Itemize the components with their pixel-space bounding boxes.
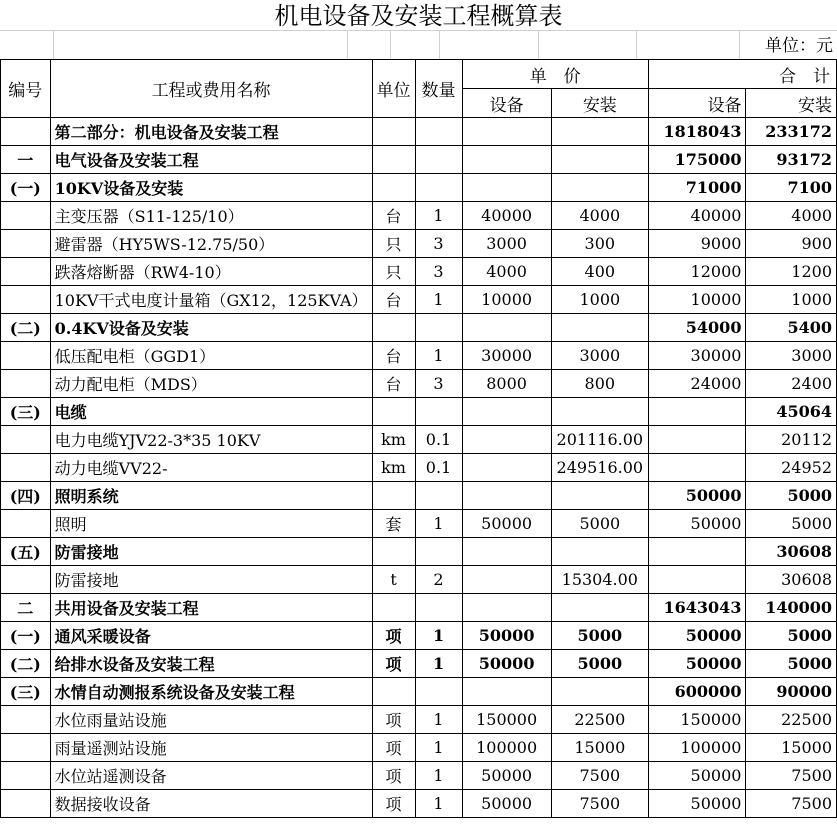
cell-unit[interactable] bbox=[372, 146, 415, 174]
cell-name[interactable]: 10KV干式电度计量箱（GX12，125KVA） bbox=[50, 286, 372, 314]
cell-name[interactable]: 照明系统 bbox=[50, 482, 372, 510]
cell-total-equipment[interactable]: 54000 bbox=[648, 314, 746, 342]
cell-price-equipment[interactable]: 50000 bbox=[462, 510, 551, 538]
cell-name[interactable]: 水情自动测报系统设备及安装工程 bbox=[50, 678, 372, 706]
cell-unit[interactable]: km bbox=[372, 426, 415, 454]
cell-price-equipment[interactable]: 50000 bbox=[462, 650, 551, 678]
cell-name[interactable]: 0.4KV设备及安装 bbox=[50, 314, 372, 342]
cell-price-install[interactable]: 1000 bbox=[551, 286, 648, 314]
cell-total-equipment[interactable]: 1643043 bbox=[648, 594, 746, 622]
cell-price-install[interactable]: 22500 bbox=[551, 706, 648, 734]
cell-price-install[interactable]: 3000 bbox=[551, 342, 648, 370]
cell-no[interactable] bbox=[1, 790, 51, 818]
cell-name[interactable]: 电缆 bbox=[50, 398, 372, 426]
cell-total-install[interactable]: 4000 bbox=[746, 202, 837, 230]
cell-no[interactable] bbox=[1, 706, 51, 734]
table-row bbox=[1, 146, 837, 174]
header-total-install: 安装 bbox=[746, 89, 837, 118]
cell-unit[interactable]: 台 bbox=[372, 370, 415, 398]
table-row bbox=[1, 510, 837, 538]
cell-total-install[interactable]: 24952 bbox=[746, 454, 837, 482]
cell-total-install[interactable]: 15000 bbox=[746, 734, 837, 762]
cell-total-install[interactable]: 2400 bbox=[746, 370, 837, 398]
cell-qty[interactable]: 1 bbox=[415, 706, 462, 734]
cell-price-equipment[interactable] bbox=[462, 174, 551, 202]
cell-qty[interactable] bbox=[415, 398, 462, 426]
table-row bbox=[1, 762, 837, 790]
cell-price-equipment[interactable] bbox=[462, 398, 551, 426]
cell-unit[interactable]: 台 bbox=[372, 342, 415, 370]
cell-qty[interactable] bbox=[415, 594, 462, 622]
cell-price-equipment[interactable]: 150000 bbox=[462, 706, 551, 734]
cell-price-equipment[interactable]: 8000 bbox=[462, 370, 551, 398]
cell-total-equipment[interactable]: 50000 bbox=[648, 622, 746, 650]
cell-no[interactable]: (一) bbox=[1, 174, 51, 202]
cell-total-equipment[interactable]: 50000 bbox=[648, 510, 746, 538]
cell-total-equipment[interactable]: 9000 bbox=[648, 230, 746, 258]
cell-price-equipment[interactable] bbox=[462, 538, 551, 566]
table-row bbox=[1, 482, 837, 510]
gridline bbox=[0, 30, 837, 60]
cell-price-install[interactable] bbox=[551, 174, 648, 202]
header-no: 编号 bbox=[1, 60, 51, 118]
cell-total-install[interactable]: 5400 bbox=[746, 314, 837, 342]
cell-unit[interactable]: 项 bbox=[372, 734, 415, 762]
cell-qty[interactable]: 1 bbox=[415, 734, 462, 762]
cell-unit[interactable]: 台 bbox=[372, 286, 415, 314]
cell-qty[interactable] bbox=[415, 678, 462, 706]
cell-total-equipment[interactable]: 100000 bbox=[648, 734, 746, 762]
cell-total-equipment[interactable] bbox=[648, 566, 746, 594]
cell-unit[interactable]: 项 bbox=[372, 622, 415, 650]
cell-total-equipment[interactable]: 10000 bbox=[648, 286, 746, 314]
cell-unit[interactable] bbox=[372, 538, 415, 566]
cell-total-install[interactable]: 1000 bbox=[746, 286, 837, 314]
table-row bbox=[1, 734, 837, 762]
table-row bbox=[1, 174, 837, 202]
cell-qty[interactable]: 1 bbox=[415, 790, 462, 818]
header-unit: 单位 bbox=[372, 60, 415, 118]
cell-name[interactable]: 防雷接地 bbox=[50, 566, 372, 594]
cell-no[interactable]: 二 bbox=[1, 594, 51, 622]
cell-no[interactable] bbox=[1, 762, 51, 790]
cell-unit[interactable] bbox=[372, 678, 415, 706]
table-row bbox=[1, 650, 837, 678]
cell-total-equipment[interactable]: 12000 bbox=[648, 258, 746, 286]
cell-price-install[interactable]: 4000 bbox=[551, 202, 648, 230]
cell-price-install[interactable]: 201116.00 bbox=[551, 426, 648, 454]
cell-qty[interactable]: 0.1 bbox=[415, 454, 462, 482]
cell-price-equipment[interactable]: 50000 bbox=[462, 790, 551, 818]
cell-total-equipment[interactable]: 50000 bbox=[648, 482, 746, 510]
cell-price-equipment[interactable] bbox=[462, 146, 551, 174]
cell-total-install[interactable]: 93172 bbox=[746, 146, 837, 174]
cell-qty[interactable]: 1 bbox=[415, 650, 462, 678]
cell-price-equipment[interactable]: 50000 bbox=[462, 762, 551, 790]
cell-unit[interactable]: 套 bbox=[372, 510, 415, 538]
gridline bbox=[439, 30, 440, 59]
budget-table bbox=[0, 59, 837, 818]
cell-price-equipment[interactable]: 3000 bbox=[462, 230, 551, 258]
cell-total-install[interactable]: 45064 bbox=[746, 398, 837, 426]
cell-price-install[interactable] bbox=[551, 146, 648, 174]
cell-price-install[interactable] bbox=[551, 482, 648, 510]
cell-unit[interactable]: 项 bbox=[372, 790, 415, 818]
cell-total-install[interactable]: 5000 bbox=[746, 510, 837, 538]
cell-no[interactable] bbox=[1, 454, 51, 482]
cell-name[interactable]: 雨量遥测站设施 bbox=[50, 734, 372, 762]
cell-total-install[interactable]: 7100 bbox=[746, 174, 837, 202]
cell-unit[interactable]: km bbox=[372, 454, 415, 482]
cell-name[interactable]: 防雷接地 bbox=[50, 538, 372, 566]
cell-unit[interactable] bbox=[372, 398, 415, 426]
cell-name[interactable]: 给排水设备及安装工程 bbox=[50, 650, 372, 678]
cell-no[interactable] bbox=[1, 734, 51, 762]
cell-price-install[interactable] bbox=[551, 314, 648, 342]
cell-total-equipment[interactable]: 175000 bbox=[648, 146, 746, 174]
cell-name[interactable]: 水位雨量站设施 bbox=[50, 706, 372, 734]
table-row bbox=[1, 286, 837, 314]
cell-no[interactable]: (一) bbox=[1, 622, 51, 650]
cell-price-install[interactable]: 15000 bbox=[551, 734, 648, 762]
cell-price-install[interactable] bbox=[551, 678, 648, 706]
header-price-install: 安装 bbox=[551, 89, 648, 118]
cell-price-install[interactable] bbox=[551, 538, 648, 566]
cell-qty[interactable]: 1 bbox=[415, 510, 462, 538]
header-name: 工程或费用名称 bbox=[50, 60, 372, 118]
cell-price-install[interactable] bbox=[551, 398, 648, 426]
gridline bbox=[390, 30, 391, 59]
table-row bbox=[1, 594, 837, 622]
cell-unit[interactable]: 台 bbox=[372, 202, 415, 230]
cell-unit[interactable] bbox=[372, 174, 415, 202]
cell-total-equipment[interactable]: 71000 bbox=[648, 174, 746, 202]
cell-total-equipment[interactable]: 24000 bbox=[648, 370, 746, 398]
cell-qty[interactable]: 1 bbox=[415, 762, 462, 790]
cell-unit[interactable]: t bbox=[372, 566, 415, 594]
cell-total-equipment[interactable] bbox=[648, 426, 746, 454]
cell-price-equipment[interactable]: 50000 bbox=[462, 622, 551, 650]
header-unit-price: 单 价 bbox=[462, 60, 648, 89]
table-row bbox=[1, 202, 837, 230]
cell-name[interactable]: 跌落熔断器（RW4-10） bbox=[50, 258, 372, 286]
cell-name[interactable]: 通风采暖设备 bbox=[50, 622, 372, 650]
cell-price-install[interactable] bbox=[551, 594, 648, 622]
cell-no[interactable] bbox=[1, 230, 51, 258]
cell-unit[interactable] bbox=[372, 118, 415, 146]
cell-total-install[interactable]: 5000 bbox=[746, 482, 837, 510]
gridline bbox=[636, 30, 637, 59]
cell-total-equipment[interactable]: 50000 bbox=[648, 762, 746, 790]
cell-unit[interactable]: 项 bbox=[372, 650, 415, 678]
table-row bbox=[1, 454, 837, 482]
gridline bbox=[739, 30, 740, 59]
cell-price-install[interactable]: 249516.00 bbox=[551, 454, 648, 482]
header-qty: 数量 bbox=[415, 60, 462, 118]
cell-total-install[interactable]: 30608 bbox=[746, 538, 837, 566]
cell-no[interactable] bbox=[1, 258, 51, 286]
cell-total-install[interactable]: 1200 bbox=[746, 258, 837, 286]
cell-qty[interactable]: 1 bbox=[415, 622, 462, 650]
cell-no[interactable] bbox=[1, 426, 51, 454]
cell-no[interactable]: (二) bbox=[1, 314, 51, 342]
cell-total-equipment[interactable]: 30000 bbox=[648, 342, 746, 370]
cell-unit[interactable]: 项 bbox=[372, 762, 415, 790]
cell-unit[interactable]: 只 bbox=[372, 230, 415, 258]
cell-name[interactable]: 电力电缆YJV22-3*35 10KV bbox=[50, 426, 372, 454]
cell-no[interactable]: (三) bbox=[1, 398, 51, 426]
cell-price-install[interactable]: 400 bbox=[551, 258, 648, 286]
cell-price-equipment[interactable] bbox=[462, 314, 551, 342]
cell-qty[interactable]: 1 bbox=[415, 286, 462, 314]
cell-name[interactable]: 低压配电柜（GGD1） bbox=[50, 342, 372, 370]
cell-qty[interactable] bbox=[415, 538, 462, 566]
cell-price-install[interactable]: 7500 bbox=[551, 762, 648, 790]
cell-total-equipment[interactable]: 50000 bbox=[648, 650, 746, 678]
cell-name[interactable]: 第二部分：机电设备及安装工程 bbox=[50, 118, 372, 146]
cell-no[interactable] bbox=[1, 342, 51, 370]
cell-no[interactable] bbox=[1, 370, 51, 398]
header-total-equipment: 设备 bbox=[648, 89, 746, 118]
cell-price-install[interactable]: 5000 bbox=[551, 650, 648, 678]
table-row bbox=[1, 538, 837, 566]
cell-price-equipment[interactable]: 10000 bbox=[462, 286, 551, 314]
cell-total-install[interactable]: 20112 bbox=[746, 426, 837, 454]
cell-price-equipment[interactable]: 40000 bbox=[462, 202, 551, 230]
cell-total-equipment[interactable] bbox=[648, 454, 746, 482]
header-total: 合 计 bbox=[648, 60, 836, 89]
table-row bbox=[1, 790, 837, 818]
cell-qty[interactable]: 3 bbox=[415, 230, 462, 258]
header-price-equipment: 设备 bbox=[462, 89, 551, 118]
sheet-title: 机电设备及安装工程概算表 bbox=[274, 2, 563, 30]
cell-qty[interactable]: 3 bbox=[415, 258, 462, 286]
table-row bbox=[1, 398, 837, 426]
cell-price-equipment[interactable] bbox=[462, 594, 551, 622]
table-row bbox=[1, 258, 837, 286]
cell-qty[interactable]: 0.1 bbox=[415, 426, 462, 454]
cell-qty[interactable]: 3 bbox=[415, 370, 462, 398]
cell-total-install[interactable]: 5000 bbox=[746, 650, 837, 678]
cell-name[interactable]: 照明 bbox=[50, 510, 372, 538]
cell-name[interactable]: 数据接收设备 bbox=[50, 790, 372, 818]
cell-no[interactable] bbox=[1, 510, 51, 538]
cell-total-equipment[interactable]: 150000 bbox=[648, 706, 746, 734]
cell-price-equipment[interactable] bbox=[462, 426, 551, 454]
table-row bbox=[1, 678, 837, 706]
cell-total-install[interactable]: 7500 bbox=[746, 790, 837, 818]
currency-unit-label: 单位：元 bbox=[765, 36, 833, 56]
cell-qty[interactable] bbox=[415, 118, 462, 146]
table-row bbox=[1, 566, 837, 594]
cell-price-equipment[interactable]: 30000 bbox=[462, 342, 551, 370]
cell-unit[interactable] bbox=[372, 314, 415, 342]
table-row bbox=[1, 426, 837, 454]
cell-total-equipment[interactable]: 40000 bbox=[648, 202, 746, 230]
cell-unit[interactable] bbox=[372, 594, 415, 622]
cell-no[interactable]: (四) bbox=[1, 482, 51, 510]
cell-qty[interactable]: 1 bbox=[415, 202, 462, 230]
table-row bbox=[1, 118, 837, 146]
cell-price-install[interactable]: 300 bbox=[551, 230, 648, 258]
cell-no[interactable]: (三) bbox=[1, 678, 51, 706]
cell-total-install[interactable]: 30608 bbox=[746, 566, 837, 594]
cell-no[interactable]: (二) bbox=[1, 650, 51, 678]
cell-price-install[interactable]: 15304.00 bbox=[551, 566, 648, 594]
cell-total-equipment[interactable] bbox=[648, 398, 746, 426]
cell-total-install[interactable]: 22500 bbox=[746, 706, 837, 734]
cell-price-equipment[interactable] bbox=[462, 482, 551, 510]
cell-name[interactable]: 避雷器（HY5WS-12.75/50） bbox=[50, 230, 372, 258]
cell-price-install[interactable]: 7500 bbox=[551, 790, 648, 818]
cell-price-install[interactable] bbox=[551, 118, 648, 146]
cell-total-equipment[interactable]: 600000 bbox=[648, 678, 746, 706]
cell-total-install[interactable]: 233172 bbox=[746, 118, 837, 146]
cell-total-install[interactable]: 5000 bbox=[746, 622, 837, 650]
cell-total-equipment[interactable] bbox=[648, 538, 746, 566]
cell-total-install[interactable]: 90000 bbox=[746, 678, 837, 706]
cell-qty[interactable] bbox=[415, 146, 462, 174]
cell-qty[interactable] bbox=[415, 314, 462, 342]
cell-name[interactable]: 共用设备及安装工程 bbox=[50, 594, 372, 622]
header-row bbox=[1, 60, 837, 89]
cell-qty[interactable]: 1 bbox=[415, 342, 462, 370]
cell-price-equipment[interactable] bbox=[462, 678, 551, 706]
cell-name[interactable]: 主变压器（S11-125/10） bbox=[50, 202, 372, 230]
gridline bbox=[347, 30, 348, 59]
gridline bbox=[53, 30, 54, 59]
cell-price-install[interactable]: 5000 bbox=[551, 622, 648, 650]
table-row bbox=[1, 370, 837, 398]
cell-total-install[interactable]: 3000 bbox=[746, 342, 837, 370]
cell-price-equipment[interactable] bbox=[462, 566, 551, 594]
cell-no[interactable] bbox=[1, 202, 51, 230]
table-row bbox=[1, 314, 837, 342]
cell-name[interactable]: 动力配电柜（MDS） bbox=[50, 370, 372, 398]
gridline bbox=[538, 30, 539, 59]
cell-unit[interactable] bbox=[372, 482, 415, 510]
cell-name[interactable]: 10KV设备及安装 bbox=[50, 174, 372, 202]
cell-total-install[interactable]: 140000 bbox=[746, 594, 837, 622]
cell-total-install[interactable]: 7500 bbox=[746, 762, 837, 790]
cell-no[interactable] bbox=[1, 118, 51, 146]
table-row bbox=[1, 342, 837, 370]
cell-unit[interactable]: 只 bbox=[372, 258, 415, 286]
table-row bbox=[1, 706, 837, 734]
cell-no[interactable]: 一 bbox=[1, 146, 51, 174]
cell-total-install[interactable]: 900 bbox=[746, 230, 837, 258]
cell-qty[interactable] bbox=[415, 174, 462, 202]
cell-qty[interactable]: 2 bbox=[415, 566, 462, 594]
cell-total-equipment[interactable]: 1818043 bbox=[648, 118, 746, 146]
cell-name[interactable]: 动力电缆VV22- bbox=[50, 454, 372, 482]
cell-name[interactable]: 电气设备及安装工程 bbox=[50, 146, 372, 174]
table-row bbox=[1, 230, 837, 258]
cell-no[interactable]: (五) bbox=[1, 538, 51, 566]
cell-unit[interactable]: 项 bbox=[372, 706, 415, 734]
table-row bbox=[1, 622, 837, 650]
cell-price-equipment[interactable] bbox=[462, 454, 551, 482]
cell-qty[interactable] bbox=[415, 482, 462, 510]
cell-total-equipment[interactable]: 50000 bbox=[648, 790, 746, 818]
cell-price-install[interactable]: 5000 bbox=[551, 510, 648, 538]
cell-name[interactable]: 水位站遥测设备 bbox=[50, 762, 372, 790]
cell-no[interactable] bbox=[1, 286, 51, 314]
cell-price-equipment[interactable]: 100000 bbox=[462, 734, 551, 762]
cell-no[interactable] bbox=[1, 566, 51, 594]
cell-price-equipment[interactable]: 4000 bbox=[462, 258, 551, 286]
cell-price-equipment[interactable] bbox=[462, 118, 551, 146]
cell-price-install[interactable]: 800 bbox=[551, 370, 648, 398]
